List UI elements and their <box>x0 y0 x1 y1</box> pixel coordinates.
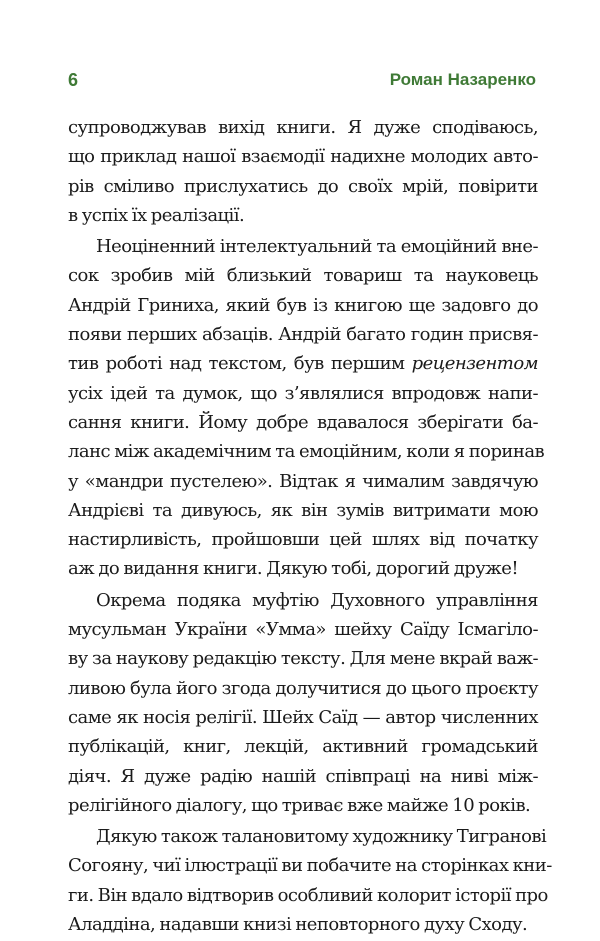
text-line: появи перших абзаців. Андрій багато годин присвя- <box>68 324 538 346</box>
text-line: мусульман України «Умма» шейху Саїду Ісмагіло- <box>68 619 538 641</box>
text-line: сання книги. Йому добре вдавалося зберігати ба- <box>68 411 538 433</box>
text-line: Окрема подяка муфтію Духовного управління <box>96 589 538 611</box>
text-line: ги. Він вдало відтворив особливий колорит історії про <box>68 884 548 906</box>
text-line: супроводжував вихід книги. Я дуже сподіваюсь, <box>68 117 538 138</box>
text-line: аж до видання книги. Дякую тобі, дорогий друже! <box>68 558 519 580</box>
text-line: саме як носія релігії. Шейх Саїд — автор численних <box>68 706 538 728</box>
page-header <box>68 70 536 94</box>
text-run: тив роботі над текстом, був першим <box>68 353 412 375</box>
text-line: рів сміливо прислухатись до своїх мрій, повірити <box>68 175 538 197</box>
text-line: у «мандри пустелею». Відтак я чималим завдячую <box>68 470 538 492</box>
text-line: в успіх їх реалізації. <box>68 204 245 226</box>
text-line: ву за наукову редакцію тексту. Для мене вкрай важ- <box>68 648 538 670</box>
text-line: релігійного діалогу, що триває вже майже 10 років. <box>68 794 531 816</box>
text-line: сок зробив мій близький товариш та науковець <box>68 265 538 287</box>
text-line: Согояну, чиї ілюстрації ви побачите на сторінках кни- <box>68 855 552 877</box>
paragraph <box>68 822 552 939</box>
page-number: 6 <box>68 70 79 90</box>
text-line: Неоціненний інтелектуальний та емоційний вне- <box>96 236 538 258</box>
text-line: діяч. Я дуже радію нашій співпраці на ниві між- <box>68 765 538 787</box>
paragraph <box>68 232 545 584</box>
text-line: Дякую також талановитому художнику Тигранові <box>96 826 547 848</box>
italic-term: рецензентом <box>411 353 538 375</box>
paragraph <box>68 586 538 820</box>
text-line: Андрієві та дивуюсь, як він зумів витримати мою <box>68 499 538 521</box>
text-line <box>68 349 538 378</box>
body-text <box>68 113 552 941</box>
text-line: що приклад нашої взаємодії надихне молодих авто- <box>68 146 538 168</box>
text-line: настирливість, пройшовши цей шлях від початку <box>68 529 538 551</box>
text-line: усіх ідей та думок, що з’являлися впродовж напи- <box>68 382 538 404</box>
text-line: публікацій, книг, лекцій, активний громадський <box>68 736 538 758</box>
running-head-author: Роман Назаренко <box>389 70 536 89</box>
text-line: Аладдіна, надавши книзі неповторного духу Сходу. <box>68 914 528 936</box>
text-line: ливою була його згода долучитися до цього проєкту <box>68 677 538 699</box>
text-line: Андрій Гриниха, який був із книгою ще задовго до <box>68 294 538 316</box>
paragraph <box>68 113 538 230</box>
text-line: ланс між академічним та емоційним, коли я поринав <box>68 441 545 463</box>
